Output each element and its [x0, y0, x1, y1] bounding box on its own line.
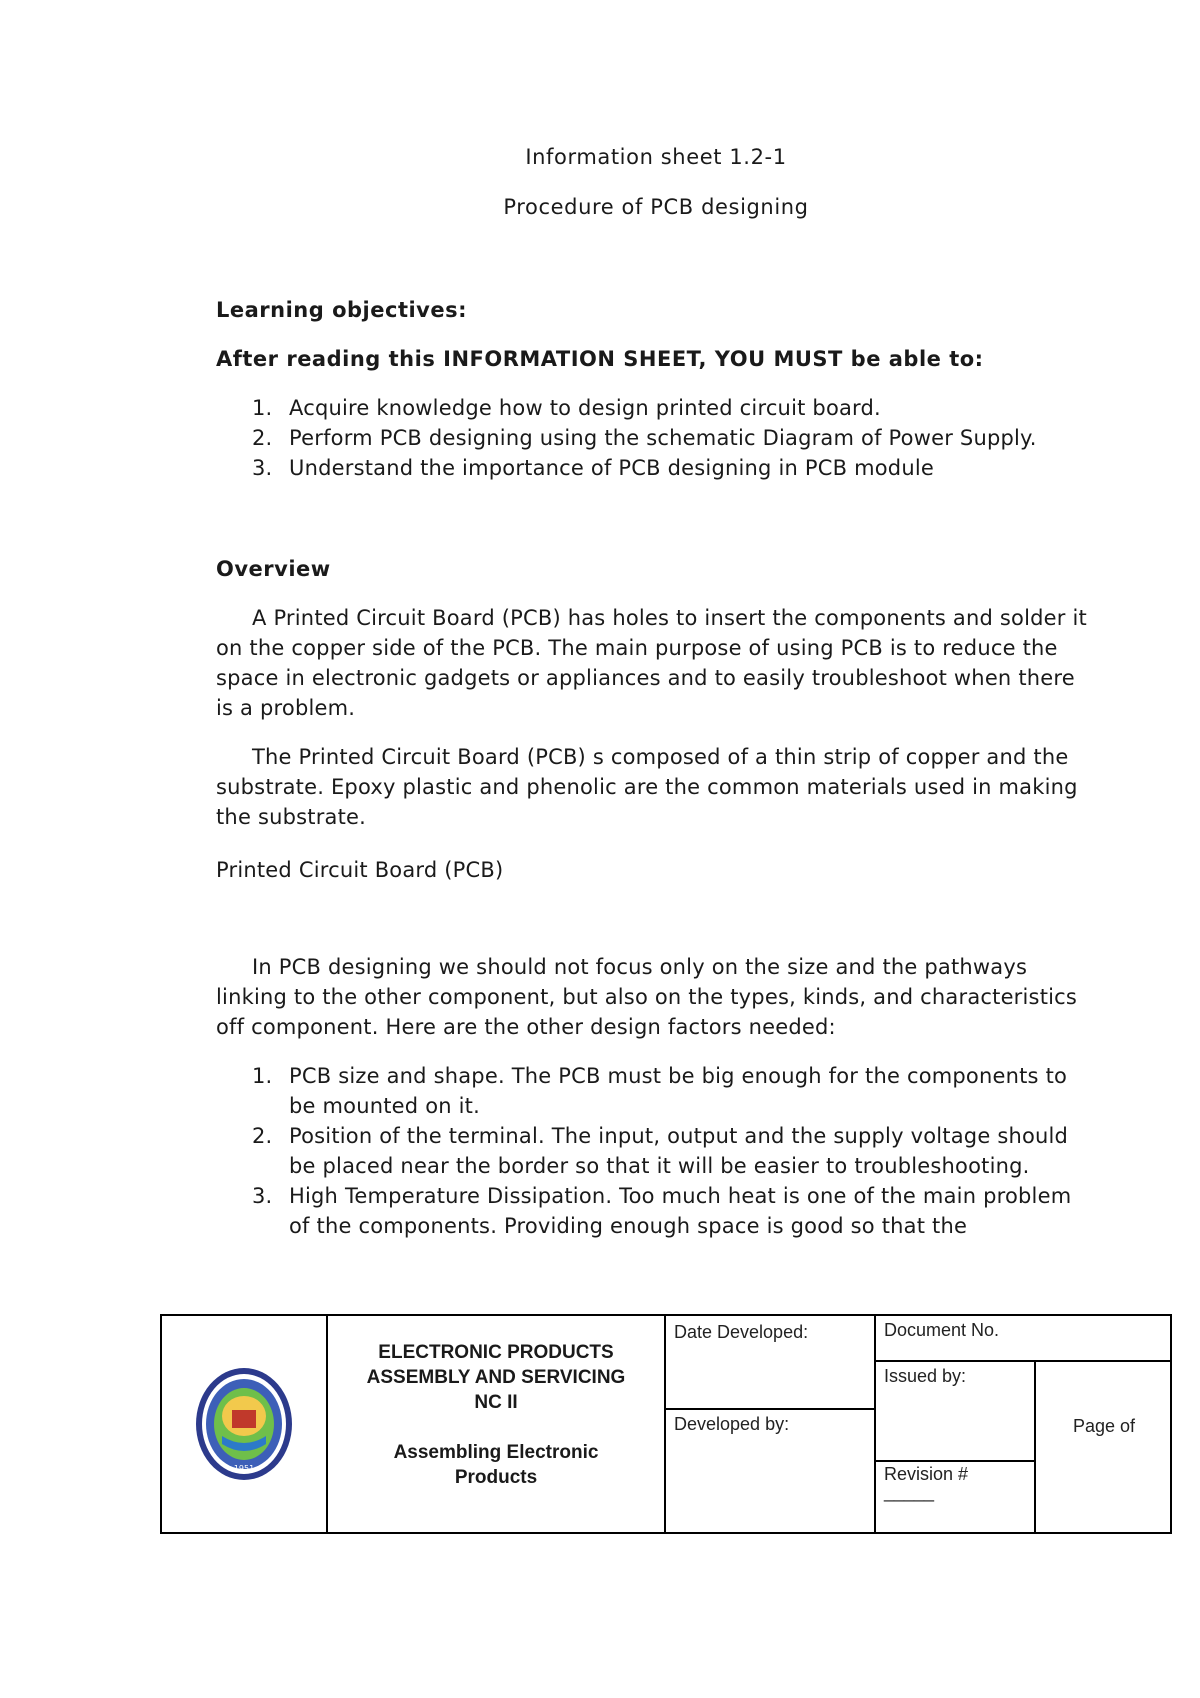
revision-label: Revision #: [884, 1464, 969, 1484]
pcb-paragraph: In PCB designing we should not focus only on the size and the pathways linking to the other component, but also on the types, kinds, and characteristics off component. Here are the other design factors needed:: [216, 955, 1078, 1039]
list-item: 1. Acquire knowledge how to design printed circuit board.: [252, 396, 881, 420]
date-developed-label: Date Developed:: [674, 1322, 809, 1342]
revision-blank: _____: [884, 1482, 935, 1502]
objectives-section: [216, 295, 1096, 483]
svg-text:1951: 1951: [233, 1464, 255, 1473]
objectives-intro: After reading this INFORMATION SHEET, YOU MUST be able to:: [216, 347, 984, 371]
page-number: Page of: [1072, 1416, 1136, 1436]
document-footer-table: [160, 1314, 1172, 1534]
seal-icon: [194, 1366, 294, 1482]
developed-by-label: Developed by:: [674, 1414, 790, 1434]
overview-paragraph-1: A Printed Circuit Board (PCB) has holes to insert the components and solder it on the copper side of the PCB. The main purpose of using PCB is to reduce the space in electronic gadgets or appliances and to easily troubleshoot when there is a problem.: [216, 606, 1087, 720]
course-title: ELECTRONIC PRODUCTS ASSEMBLY AND SERVICING NC II Assembling Electronic Products: [366, 1342, 626, 1488]
issued-by-label: Issued by:: [884, 1366, 967, 1386]
overview-paragraph-2: The Printed Circuit Board (PCB) s composed of a thin strip of copper and the substrate. Epoxy plastic and phenolic are the common materials used in making the substrate.: [216, 745, 1078, 829]
sheet-subtitle: Procedure of PCB designing: [503, 195, 809, 219]
overview-heading: Overview: [216, 557, 331, 581]
pcb-heading: Printed Circuit Board (PCB): [216, 858, 504, 882]
list-item: 3. High Temperature Dissipation. Too much heat is one of the main problem of the components. Providing enough space is good so that the: [252, 1184, 1072, 1238]
pcb-section: [216, 952, 1096, 1241]
list-item: 1. PCB size and shape. The PCB must be big enough for the components to be mounted on it.: [252, 1064, 1068, 1118]
objectives-list: [216, 393, 1096, 483]
design-factors-list: [216, 1061, 1096, 1241]
sheet-title: Information sheet 1.2-1: [525, 145, 787, 169]
list-item: 2. Position of the terminal. The input, output and the supply voltage should be placed near the border so that it will be easier to troubleshooting.: [252, 1124, 1069, 1178]
institution-logo: [162, 1316, 326, 1532]
document-no-label: Document No.: [884, 1320, 1000, 1340]
overview-section: [216, 554, 1096, 832]
list-item: 2. Perform PCB designing using the schematic Diagram of Power Supply.: [252, 426, 1037, 450]
list-item: 3. Understand the importance of PCB designing in PCB module: [252, 456, 934, 480]
objectives-heading: Learning objectives:: [216, 298, 468, 322]
